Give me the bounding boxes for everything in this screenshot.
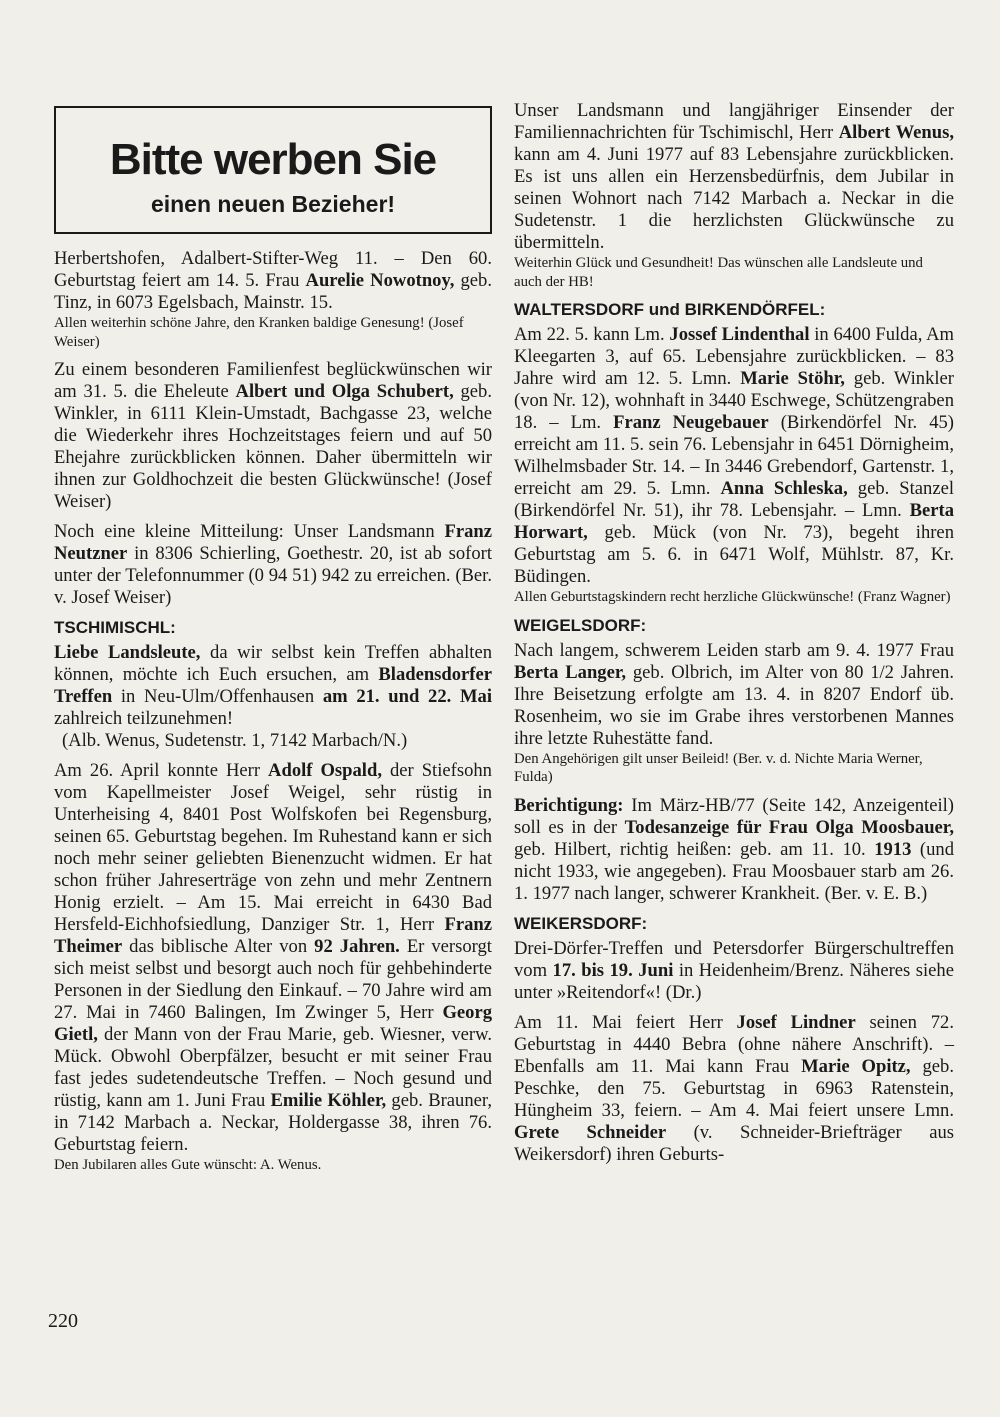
article-herbertshofen: Herbertshofen, Adalbert-Stifter-Weg 11. – Den 60. Geburtstag feiert am 14. 5. Frau Aurelie Nowotnoy, geb. Tinz, in 6073 Egelsbach, Mainstr. 15. [54, 248, 492, 313]
article-lindner: Am 11. Mai feiert Herr Josef Lindner seinen 72. Geburtstag in 4440 Bebra (ohne nähere Anschrift). – Ebenfalls am 11. Mai kann Frau Marie Opitz, geb. Peschke, den 75. Geburtstag in 6963 Ratenstein, Hüngheim 33, feiern. – Am 4. Mai feiert unsere Lmn. Grete Schneider (v. Schneider-Briefträger aus Weikersdorf) ihren Geburts- [514, 1011, 954, 1165]
ad-subtitle: einen neuen Bezieher! [150, 191, 396, 217]
advertisement-box [54, 106, 492, 234]
article-langer: Nach langem, schwerem Leiden starb am 9. 4. 1977 Frau Berta Langer, geb. Olbrich, im Alter von 80 1/2 Jahren. Ihre Beisetzung erfolgte am 13. 4. in 8207 Endorf üb. Rosenheim, wo sie im Grabe ihres verstorbenen Mannes ihre letzte Ruhestätte fand. [514, 639, 954, 749]
article-drei-doerfer-treffen: Drei-Dörfer-Treffen und Petersdorfer Bürgerschultreffen vom 17. bis 19. Juni in Heidenheim/Brenz. Näheres siehe unter »Reitendorf«! (Dr.) [514, 937, 954, 1003]
article-neutzner: Noch eine kleine Mitteilung: Unser Landsmann Franz Neutzner in 8306 Schierling, Goethestr. 20, ist ab sofort unter der Telefonnummer (0 94 51) 942 zu erreichen. (Ber. v. Josef Weiser) [54, 521, 492, 608]
note-wenus-wishes: Weiterhin Glück und Gesundheit! Das wünschen alle Landsleute und auch der HB! [514, 255, 923, 290]
note-wenus: Den Jubilaren alles Gute wünscht: A. Wenus. [54, 1157, 322, 1173]
section-heading-weigelsdorf: WEIGELSDORF: [514, 615, 647, 635]
section-heading-weikersdorf: WEIKERSDORF: [514, 913, 648, 933]
article-berichtigung: Berichtigung: Im März-HB/77 (Seite 142, Anzeigenteil) soll es in der Todesanzeige für Frau Olga Moosbauer, geb. Hilbert, richtig heißen: geb. am 11. 10. 1913 (und nicht 1933, wie angegeben). Frau Moosbauer starb am 26. 1. 1977 nach langer, schwerer Krankheit. (Ber. v. E. B.) [514, 794, 954, 904]
note-herbertshofen: Allen weiterhin schöne Jahre, den Kranken baldige Genesung! (Josef Weiser) [54, 315, 464, 350]
article-schubert: Zu einem besonderen Familienfest beglückwünschen wir am 31. 5. die Eheleute Albert und Olga Schubert, geb. Winkler, in 6111 Klein-Umstadt, Bachgasse 23, welche die Wiederkehr ihres Hochzeitstages feiern und auf 50 Ehejahre zurückblicken können. Daher übermitteln wir ihnen zur Goldhochzeit die besten Glückwünsche! (Josef Weiser) [54, 359, 492, 512]
page-number: 220 [48, 1310, 78, 1332]
article-treffen-signature: (Alb. Wenus, Sudetenstr. 1, 7142 Marbach/N.) [62, 730, 408, 751]
article-wenus: Unser Landsmann und langjähriger Einsender der Familiennachrichten für Tschimischl, Herr Albert Wenus, kann am 4. Juni 1977 auf 83 Lebensjahre zurückblicken. Es ist uns allen ein Herzensbedürfnis, dem Jubilar in seinen Wohnort nach 7142 Marbach a. Neckar in die Sudetenstr. 1 die herzlichsten Glückwünsche zu übermitteln. [514, 100, 954, 253]
ad-title: Bitte werben Sie [109, 135, 437, 184]
left-column [54, 100, 492, 1183]
section-heading-tschimischl: TSCHIMISCHL: [54, 618, 176, 637]
article-ospald: Am 26. April konnte Herr Adolf Ospald, der Stiefsohn vom Kapellmeister Josef Weigel, sehr rüstig in Unterheising 4, 8401 Post Wolfskofen bei Regensburg, seinen 65. Geburtstag begehen. Im Ruhestand kann er sich noch mehr seiner geliebten Bienenzucht widmen. Er hat schon früher Jahreserträge von zehn und mehr Zentnern Honig erzielt. – Am 15. Mai erreicht in 6430 Bad Hersfeld-Eichhofsiedlung, Danziger Str. 1, Herr Franz Theimer das biblische Alter von 92 Jahren. Er versorgt sich meist selbst und besorgt auch noch für gehbehinderte Personen in der Siedlung den Einkauf. – 70 Jahre wird am 27. Mai in 7460 Balingen, Im Zwinger 5, Herr Georg Gietl, der Mann von der Frau Marie, geb. Wiesner, verw. Mück. Obwohl Oberpfälzer, besucht er mit seiner Frau fast jedes sudetendeutsche Treffen. – Noch gesund und rüstig, kann am 1. Juni Frau Emilie Köhler, geb. Brauner, in 7142 Marbach a. Neckar, Holdergasse 38, ihren 76. Geburtstag feiern. [54, 760, 492, 1155]
article-waltersdorf: Am 22. 5. kann Lm. Jossef Lindenthal in 6400 Fulda, Am Kleegarten 3, auf 65. Lebensjahre zurückblicken. – 83 Jahre wird am 12. 5. Lmn. Marie Stöhr, geb. Winkler (von Nr. 12), wohnhaft in 3440 Eschwege, Schützengraben 18. – Lm. Franz Neugebauer (Birkendörfel Nr. 45) erreicht am 11. 5. sein 76. Lebensjahr in 6451 Dörnigheim, Wilhelmsbader Str. 14. – In 3446 Grebendorf, Gartenstr. 1, erreicht am 29. 5. Lmn. Anna Schleska, geb. Stanzel (Birkendörfel Nr. 51), ihr 78. Lebensjahr. – Lmn. Berta Horwart, geb. Mück (von Nr. 73), begeht ihren Geburtstag am 5. 6. in 6471 Wolf, Mühlstr. 87, Kr. Büdingen. [514, 324, 955, 587]
note-langer: Den Angehörigen gilt unser Beileid! (Ber. v. d. Nichte Maria Werner, Fulda) [514, 750, 923, 785]
article-treffen: Liebe Landsleute, da wir selbst kein Treffen abhalten können, möchte ich Euch ersuchen, am Bladensdorfer Treffen in Neu-Ulm/Offenhausen am 21. und 22. Mai zahlreich teilzunehmen! [54, 642, 492, 729]
section-heading-waltersdorf: WALTERSDORF und BIRKENDÖRFEL: [514, 300, 826, 319]
note-waltersdorf: Allen Geburtstagskindern recht herzliche Glückwünsche! (Franz Wagner) [514, 589, 951, 605]
right-column [514, 100, 954, 1166]
